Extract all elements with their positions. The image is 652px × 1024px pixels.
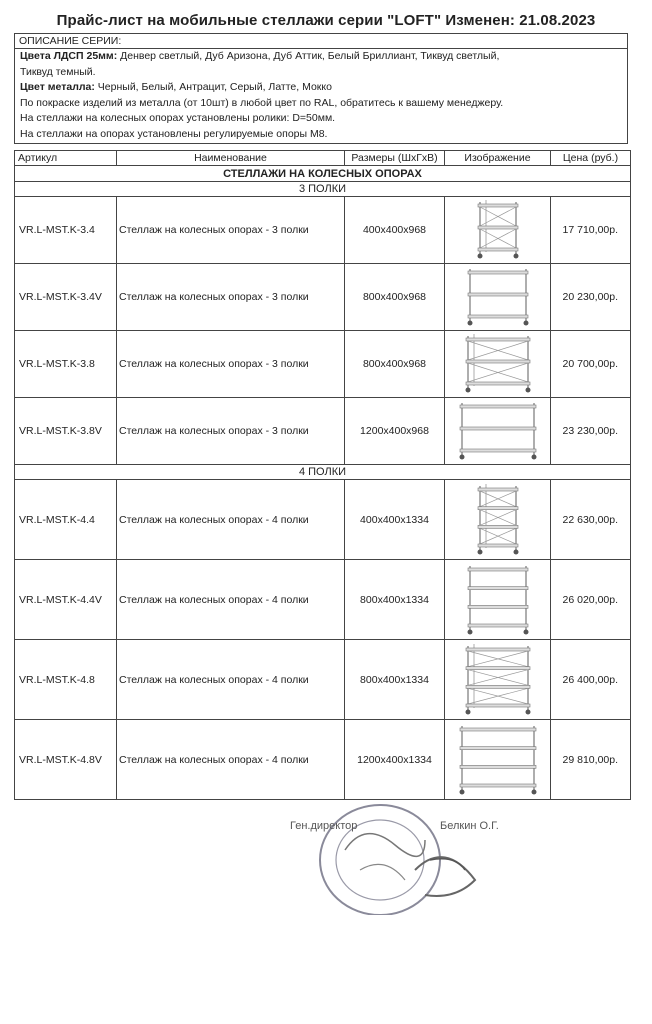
metal-colors-value: Черный, Белый, Антрацит, Серый, Латте, Мокко xyxy=(94,81,332,93)
table-row xyxy=(15,264,631,331)
name-cell: Стеллаж на колесных опорах - 3 полки xyxy=(117,264,345,331)
product-image-cell xyxy=(445,560,551,640)
wheels-note: На стеллажи на колесных опорах установлены ролики: D=50мм. xyxy=(20,112,336,124)
metal-colors-label: Цвет металла: xyxy=(20,81,95,93)
feet-note: На стеллажи на опорах установлены регулируемые опоры М8. xyxy=(20,127,328,140)
series-description xyxy=(14,33,628,144)
price-cell: 26 400,00р. xyxy=(551,640,631,720)
product-image-cell xyxy=(445,640,551,720)
size-cell: 800х400х1334 xyxy=(345,640,445,720)
product-image-cell xyxy=(445,720,551,800)
product-image-cell xyxy=(445,197,551,264)
description-header: ОПИСАНИЕ СЕРИИ: xyxy=(15,34,627,49)
name-cell: Стеллаж на колесных опорах - 4 полки xyxy=(117,640,345,720)
price-cell: 22 630,00р. xyxy=(551,480,631,560)
header-price: Цена (руб.) xyxy=(551,151,631,166)
article-cell: VR.L-MST.K-3.4 xyxy=(15,197,117,264)
size-cell: 800х400х1334 xyxy=(345,560,445,640)
signature-area xyxy=(0,800,652,920)
category-row xyxy=(15,166,631,182)
size-cell: 400х400х968 xyxy=(345,197,445,264)
name-cell: Стеллаж на колесных опорах - 4 полки xyxy=(117,560,345,640)
table-row xyxy=(15,560,631,640)
metal-colors-line xyxy=(15,80,627,96)
product-image-cell xyxy=(445,480,551,560)
shelf-narrow-3-icon xyxy=(445,200,550,260)
shelf-open-4-icon xyxy=(445,564,550,636)
article-cell: VR.L-MST.K-3.8V xyxy=(15,398,117,465)
table-row xyxy=(15,720,631,800)
product-image-cell xyxy=(445,264,551,331)
shelf-narrow-4-icon xyxy=(445,484,550,556)
company-stamp-icon xyxy=(305,800,505,915)
group-header-row xyxy=(15,465,631,480)
director-title: Ген.директор xyxy=(290,820,358,832)
price-cell: 23 230,00р. xyxy=(551,398,631,465)
ldsp-colors-label: Цвета ЛДСП 25мм: xyxy=(20,50,118,62)
price-table xyxy=(14,150,631,800)
group-label: 3 ПОЛКИ xyxy=(15,182,631,197)
size-cell: 400х400х1334 xyxy=(345,480,445,560)
size-cell: 1200х400х1334 xyxy=(345,720,445,800)
price-cell: 29 810,00р. xyxy=(551,720,631,800)
shelf-open-wide-4-icon xyxy=(445,724,550,796)
name-cell: Стеллаж на колесных опорах - 4 полки xyxy=(117,480,345,560)
price-cell: 26 020,00р. xyxy=(551,560,631,640)
price-cell: 17 710,00р. xyxy=(551,197,631,264)
name-cell: Стеллаж на колесных опорах - 4 полки xyxy=(117,720,345,800)
ldsp-colors-value: Денвер светлый, Дуб Аризона, Дуб Аттик, Белый Бриллиант, Тиквуд светлый, xyxy=(117,50,500,62)
article-cell: VR.L-MST.K-4.8V xyxy=(15,720,117,800)
price-cell: 20 700,00р. xyxy=(551,331,631,398)
header-size: Размеры (ШхГхВ) xyxy=(345,151,445,166)
product-image-cell xyxy=(445,331,551,398)
director-name: Белкин О.Г. xyxy=(440,820,499,832)
article-cell: VR.L-MST.K-4.4 xyxy=(15,480,117,560)
group-header-row xyxy=(15,182,631,197)
page-title: Прайс-лист на мобильные стеллажи серии "LOFT" Изменен: 21.08.2023 xyxy=(56,12,596,29)
table-header-row xyxy=(15,151,631,166)
table-row xyxy=(15,398,631,465)
price-cell: 20 230,00р. xyxy=(551,264,631,331)
header-article: Артикул xyxy=(15,151,117,166)
ldsp-colors-cont: Тиквуд темный. xyxy=(20,65,96,78)
name-cell: Стеллаж на колесных опорах - 3 полки xyxy=(117,197,345,264)
size-cell: 800х400х968 xyxy=(345,331,445,398)
ldsp-colors-line xyxy=(15,49,627,65)
header-image: Изображение xyxy=(445,151,551,166)
category-label: СТЕЛЛАЖИ НА КОЛЕСНЫХ ОПОРАХ xyxy=(15,166,631,182)
header-name: Наименование xyxy=(117,151,345,166)
product-image-cell xyxy=(445,398,551,465)
shelf-wide-3-icon xyxy=(445,334,550,394)
table-row xyxy=(15,331,631,398)
shelf-wide-4-icon xyxy=(445,644,550,716)
table-row xyxy=(15,480,631,560)
name-cell: Стеллаж на колесных опорах - 3 полки xyxy=(117,398,345,465)
size-cell: 1200х400х968 xyxy=(345,398,445,465)
table-row xyxy=(15,640,631,720)
ral-note: По покраске изделий из металла (от 10шт) в любой цвет по RAL, обратитесь к вашему менеджеру. xyxy=(20,96,504,109)
article-cell: VR.L-MST.K-3.8 xyxy=(15,331,117,398)
name-cell: Стеллаж на колесных опорах - 3 полки xyxy=(117,331,345,398)
shelf-open-3-icon xyxy=(445,267,550,327)
table-row xyxy=(15,197,631,264)
article-cell: VR.L-MST.K-4.4V xyxy=(15,560,117,640)
shelf-open-wide-3-icon xyxy=(445,401,550,461)
size-cell: 800х400х968 xyxy=(345,264,445,331)
article-cell: VR.L-MST.K-4.8 xyxy=(15,640,117,720)
article-cell: VR.L-MST.K-3.4V xyxy=(15,264,117,331)
group-label: 4 ПОЛКИ xyxy=(15,465,631,480)
